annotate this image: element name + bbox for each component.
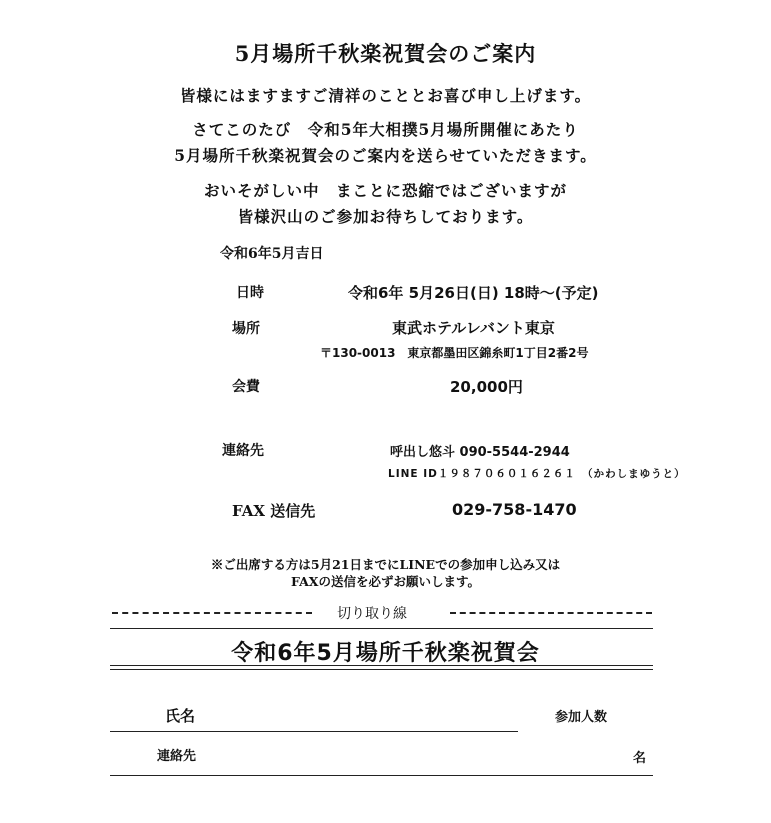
- contact-value: 呼出し悠斗 090-5544-2944: [390, 445, 570, 460]
- participants-label: 参加人数: [555, 710, 608, 725]
- name-field-line[interactable]: [110, 731, 518, 732]
- contact-label: 連絡先: [222, 443, 264, 459]
- fax-label: FAX 送信先: [232, 502, 316, 520]
- intro-line-2: 5月場所千秋楽祝賀会のご案内を送らせていただきます。: [174, 146, 597, 165]
- venue-label: 場所: [232, 321, 260, 337]
- contact-form-label: 連絡先: [157, 749, 197, 764]
- cut-label: 切り取り線: [337, 606, 407, 622]
- venue-name: 東武ホテルレバント東京: [392, 319, 555, 337]
- form-title-rule-1: [110, 665, 653, 666]
- request-line-1: おいそがしい中 まことに恐縮ではございますが: [203, 181, 567, 200]
- form-title: 令和6年5月場所千秋楽祝賀会: [231, 641, 540, 666]
- form-title-rule-2: [110, 669, 653, 670]
- fax-value: 029-758-1470: [452, 500, 577, 519]
- cut-dash-left: [112, 612, 312, 614]
- intro-line-1: さてこのたび 令和5年大相撲5月場所開催にあたり: [192, 120, 579, 139]
- page-title: 5月場所千秋楽祝賀会のご案内: [234, 41, 537, 66]
- line-id: LINE ID１９８７０６０１６２６１ （かわしまゆうと）: [388, 468, 686, 480]
- fee-value: 20,000円: [450, 378, 523, 396]
- deadline-note-line-1: ※ご出席する方は5月21日までにLINEでの参加申し込み又は: [210, 557, 561, 572]
- deadline-note-line-2: FAXの送信を必ずお願いします。: [290, 574, 481, 589]
- datetime-value: 令和6年 5月26日(日) 18時〜(予定): [348, 284, 599, 302]
- cut-dash-right: [450, 612, 652, 614]
- form-top-rule: [110, 628, 653, 629]
- name-label: 氏名: [165, 707, 196, 725]
- fee-label: 会費: [232, 379, 260, 395]
- venue-address: 〒130-0013 東京都墨田区錦糸町1丁目2番2号: [320, 346, 589, 360]
- issue-date: 令和6年5月吉日: [220, 246, 324, 262]
- contact-field-line[interactable]: [110, 775, 653, 776]
- request-line-2: 皆様沢山のご参加お待ちしております。: [237, 207, 534, 226]
- greeting-text: 皆様にはますますご清祥のこととお喜び申し上げます。: [179, 86, 592, 105]
- datetime-label: 日時: [236, 285, 264, 301]
- count-suffix: 名: [633, 751, 647, 766]
